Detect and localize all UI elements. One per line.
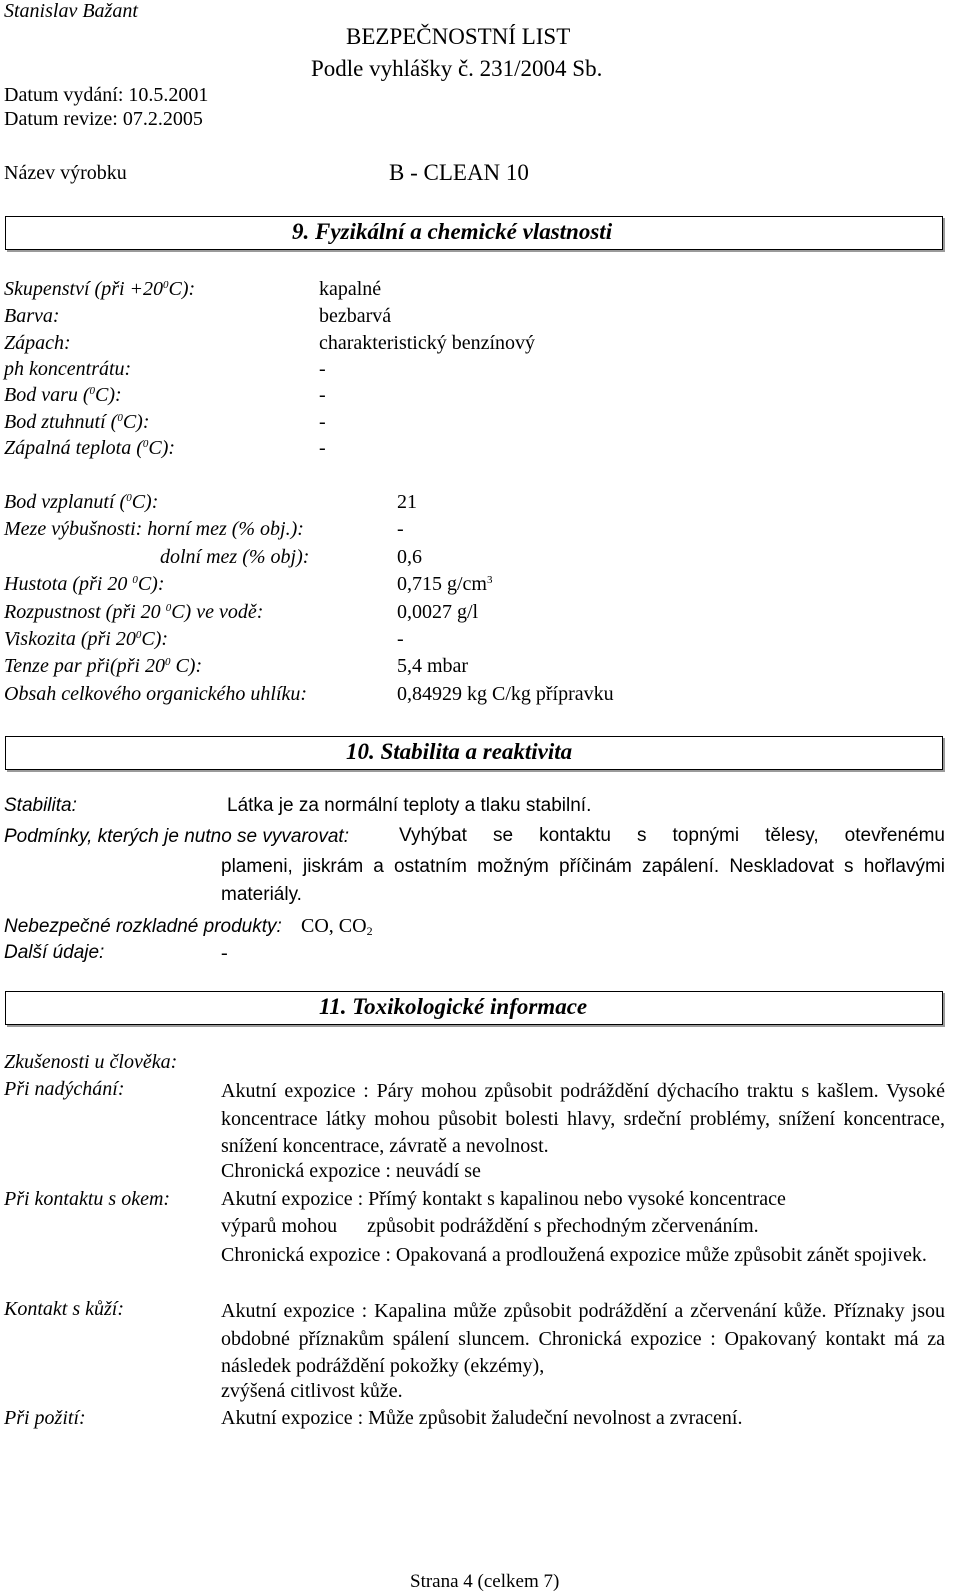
state-value: kapalné [319,278,382,300]
product-label: Název výrobku [4,162,127,184]
other-info-label: Další údaje: [4,942,105,963]
flash-point-label: Bod vzplanutí ($^0$C): [4,491,159,513]
inhalation-chronic: Chronická expozice : neuvádí se [221,1160,481,1182]
skin-contact-text-end: zvýšená citlivost kůže. [221,1380,403,1402]
skin-contact-text: Akutní expozice : Kapalina může způsobit podráždění a zčervenání kůže. Příznaky jsou obdobné příznakům spálení sluncem. Chronická expozice : Opakovaný kontakt má za následek podráždění pokožky (ekzémy), [221,1300,945,1377]
explosion-upper-value: - [397,518,404,540]
ingestion-label: Při požití: [4,1407,86,1429]
organic-carbon-label: Obsah celkového organického uhlíku: [4,683,308,705]
ph-value: - [319,358,326,380]
regulation-reference: Podle vyhlášky č. 231/2004 Sb. [311,56,603,81]
revision-date: Datum revize: 07.2.2005 [4,108,203,130]
decomposition-products-value: CO, $CO_2$ [301,915,373,938]
explosion-limits-label: Meze výbušnosti: horní mez (% obj.): [4,518,304,540]
solubility-label: Rozpustnost (při 20 $^0$C) ve vodě: [4,601,264,623]
conditions-to-avoid-label: Podmínky, kterých je nutno se vyvarovat: [4,826,349,847]
density-label: Hustota (při 20 $^0$C): [4,573,165,595]
color-label: Barva: [4,305,60,327]
viscosity-value: - [397,628,404,650]
ignition-temp-label: Zápalná teplota ($^0$C): [4,437,176,459]
solidification-point-value: - [319,411,326,433]
flash-point-value: 21 [397,491,417,513]
section-9-title: 9. Fyzikální a chemické vlastnosti [292,219,613,244]
conditions-to-avoid-value: plameni, jiskrám a ostatním možným příčinám zapálení. Neskladovat s hořlavými materiály. [221,856,945,905]
issue-date: Datum vydání: 10.5.2001 [4,84,209,106]
inhalation-label: Při nadýchání: [4,1078,125,1100]
conditions-to-avoid-value-first-line: Vyhýbat se kontaktu s topnými tělesy, otevřenému [399,825,945,846]
boiling-point-label: Bod varu ($^0$C): [4,384,122,406]
eye-contact-label: Při kontaktu s okem: [4,1188,171,1210]
stability-label: Stabilita: [4,795,77,816]
human-experience-label: Zkušenosti u člověka: [4,1051,178,1073]
stability-value: Látka je za normální teploty a tlaku stabilní. [227,795,592,816]
solidification-point-label: Bod ztuhnutí ($^0$C): [4,411,150,433]
explosion-lower-label: dolní mez (% obj): [160,546,310,568]
ignition-temp-value: - [319,437,326,459]
vapor-pressure-value: 5,4 mbar [397,655,469,677]
odor-label: Zápach: [4,332,71,354]
other-info-value: - [221,942,228,964]
eye-contact-text-line-2: výparů mohou způsobit podráždění s přechodným zčervenáním. [221,1215,759,1237]
odor-value: charakteristický benzínový [319,332,536,354]
eye-contact-text-line-1: Akutní expozice : Přímý kontakt s kapalinou nebo vysoké koncentrace [221,1188,786,1210]
author: Stanislav Bažant [4,0,138,22]
solubility-value: 0,0027 g/l [397,601,479,623]
density-value: 0,715 $g/cm^3$ [397,573,493,595]
ph-label: ph koncentrátu: [4,358,132,380]
explosion-lower-value: 0,6 [397,546,422,568]
ingestion-text: Akutní expozice : Může způsobit žaludeční nevolnost a zvracení. [221,1407,743,1429]
product-name: B - CLEAN 10 [389,160,529,185]
boiling-point-value: - [319,384,326,406]
vapor-pressure-label: Tenze par při(při $20^0$ C): [4,655,203,677]
color-value: bezbarvá [319,305,392,327]
decomposition-products-label: Nebezpečné rozkladné produkty: [4,916,282,937]
document-title: BEZPEČNOSTNÍ LIST [346,24,571,49]
skin-contact-label: Kontakt s kůží: [4,1298,124,1320]
viscosity-label: Viskozita (při $20^0C$): [4,628,169,650]
inhalation-text: Akutní expozice : Páry mohou způsobit podráždění dýchacího traktu s kašlem. Vysoké koncentrace látky mohou působit bolesti hlavy, srdeční problémy, snížení koncentrace, snížení koncentrace, závratě a nevolnost. [221,1080,945,1157]
page-number: Strana 4 (celkem 7) [410,1571,560,1592]
state-label: Skupenství (při $+20^0C$): [4,278,196,300]
organic-carbon-value: 0,84929 kg C/kg přípravku [397,683,614,705]
section-11-title: 11. Toxikologické informace [319,994,588,1019]
eye-contact-chronic: Chronická expozice : Opakovaná a prodloužená expozice může způsobit zánět spojivek. [221,1244,927,1266]
section-10-title: 10. Stabilita a reaktivita [346,739,573,764]
